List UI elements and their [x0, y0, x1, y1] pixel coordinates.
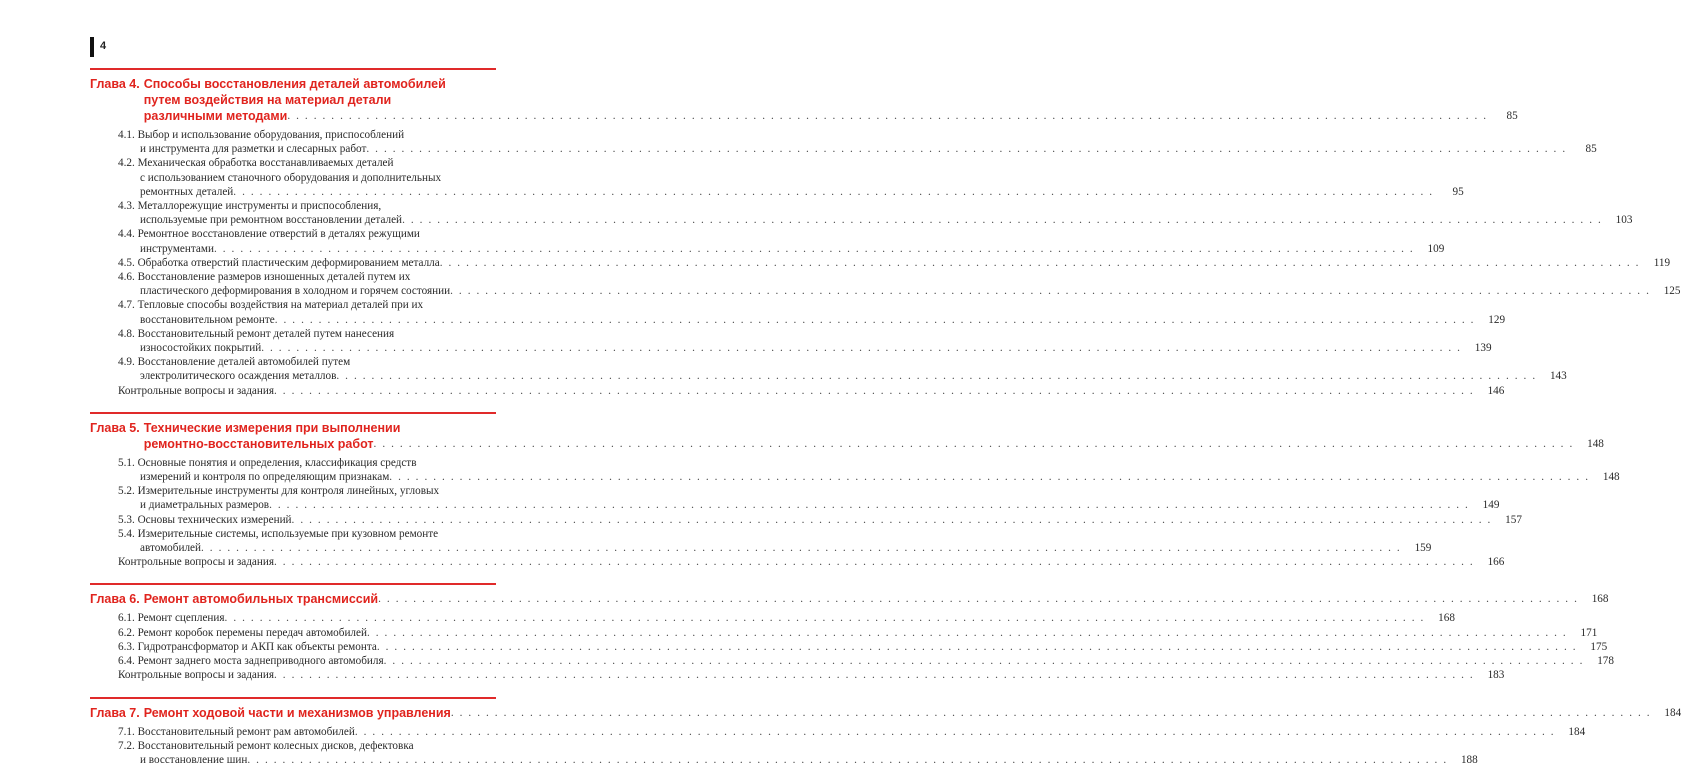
- toc-entry[interactable]: [90, 513, 496, 527]
- toc-entry-text: [118, 256, 1640, 270]
- toc-entry[interactable]: [90, 156, 496, 199]
- toc-entry-line-text: используемые при ремонтном восстановлении деталей: [140, 213, 402, 227]
- toc-entry-line: [118, 498, 1469, 512]
- chapter-title-line: Способы восстановления деталей автомобилей: [144, 76, 1518, 92]
- toc-entry-line-text: 6.4. Ремонт заднего моста заднеприводного автомобиля: [118, 654, 384, 668]
- toc-entry-line: 4.3. Металлорежущие инструменты и приспособления,: [118, 199, 1602, 213]
- chapter-heading[interactable]: [90, 76, 496, 124]
- leader-dots: [292, 513, 1492, 527]
- toc-entry[interactable]: [90, 725, 496, 739]
- toc-entry-line: [118, 242, 1414, 256]
- toc-entry-page-number: 129: [1475, 313, 1505, 327]
- toc-entry-line-text: 6.1. Ремонт сцепления: [118, 611, 225, 625]
- leader-dots: [451, 705, 1651, 721]
- toc-entry-text: [118, 739, 1448, 767]
- toc-entry-page-number: 171: [1567, 626, 1597, 640]
- toc-entry[interactable]: [90, 555, 496, 569]
- toc-entry-line-text: Контрольные вопросы и задания: [118, 384, 274, 398]
- leader-dots: [378, 591, 1578, 607]
- toc-entry-page-number: 159: [1401, 541, 1431, 555]
- toc-entry-line: [118, 626, 1567, 640]
- chapter-title-line: Ремонт автомобильных трансмиссий: [144, 591, 378, 607]
- toc-entry[interactable]: [90, 270, 496, 298]
- chapter-title: [144, 591, 1609, 607]
- toc-entry-text: [118, 199, 1602, 227]
- toc-entry-line: 4.1. Выбор и использование оборудования, приспособлений: [118, 128, 1567, 142]
- toc-entry-line: [118, 384, 1474, 398]
- toc-entry-line-text: пластического деформирования в холодном и горячем состоянии: [140, 284, 450, 298]
- toc-entry-line-text: 5.3. Основы технических измерений: [118, 513, 292, 527]
- leader-dots: [402, 213, 1602, 227]
- leader-dots: [269, 498, 1469, 512]
- toc-entry-page-number: 178: [1584, 654, 1614, 668]
- chapter-title-line: Ремонт ходовой части и механизмов управления: [144, 705, 451, 721]
- toc-entry-line-text: автомобилей: [140, 541, 201, 555]
- toc-entry-line: [118, 313, 1475, 327]
- toc-entry-page-number: 139: [1462, 341, 1492, 355]
- chapter-title: [144, 705, 1681, 721]
- toc-entry-page-number: 103: [1602, 213, 1632, 227]
- toc-entry-line: [118, 256, 1640, 270]
- toc-entry-page-number: 149: [1469, 498, 1499, 512]
- toc-entry-page-number: 95: [1434, 185, 1464, 199]
- chapter-title-last-line: [144, 705, 1681, 721]
- toc-entry-text: [118, 555, 1474, 569]
- toc-entry-page-number: 146: [1474, 384, 1504, 398]
- chapter-heading[interactable]: [90, 705, 496, 721]
- toc-entry-line: [118, 541, 1401, 555]
- chapter-page-number: 148: [1574, 436, 1604, 452]
- toc-entry-line-text: инструментами: [140, 242, 214, 256]
- toc-entry-page-number: 166: [1474, 555, 1504, 569]
- chapter-label: Глава 5.: [90, 420, 144, 452]
- toc-entry-text: [118, 456, 1590, 484]
- toc-entry-text: [118, 654, 1584, 668]
- toc-entry-page-number: 119: [1640, 256, 1670, 270]
- leader-dots: [214, 242, 1414, 256]
- toc-entry-line: [118, 611, 1425, 625]
- toc-entry-page-number: 188: [1448, 753, 1478, 767]
- toc-entry-line-text: и диаметральных размеров: [140, 498, 269, 512]
- leader-dots: [275, 313, 1475, 327]
- table-of-contents: [90, 68, 496, 767]
- toc-entry-line-text: электролитического осаждения металлов: [140, 369, 336, 383]
- leader-dots: [261, 341, 1461, 355]
- chapter-title: [144, 76, 1518, 124]
- chapter-page-number: 168: [1578, 591, 1608, 607]
- toc-entry-line: с использованием станочного оборудования и дополнительных: [118, 171, 1434, 185]
- leader-dots: [233, 185, 1433, 199]
- toc-entry-line-text: 6.2. Ремонт коробок перемены передач автомобилей: [118, 626, 367, 640]
- toc-entry[interactable]: [90, 128, 496, 156]
- toc-entry-line-text: Контрольные вопросы и задания: [118, 555, 274, 569]
- toc-entry-line: [118, 513, 1492, 527]
- chapter-rule: [90, 68, 496, 70]
- toc-entry-line: [118, 555, 1474, 569]
- leader-dots: [355, 725, 1555, 739]
- leader-dots: [384, 654, 1584, 668]
- chapter-page-number: 184: [1651, 705, 1681, 721]
- leader-dots: [440, 256, 1640, 270]
- toc-entry[interactable]: [90, 484, 496, 512]
- chapter-page-number: 85: [1488, 108, 1518, 124]
- toc-entry-line: [118, 753, 1448, 767]
- chapter-label: Глава 4.: [90, 76, 144, 124]
- toc-entry-text: [118, 355, 1537, 383]
- leader-dots: [287, 108, 1487, 124]
- toc-entry-line-text: Контрольные вопросы и задания: [118, 668, 274, 682]
- leader-dots: [389, 470, 1589, 484]
- toc-entry[interactable]: [90, 739, 496, 767]
- chapter-spacer: [90, 569, 496, 583]
- toc-entry[interactable]: [90, 527, 496, 555]
- toc-entry[interactable]: [90, 227, 496, 255]
- toc-entry-line: 4.2. Механическая обработка восстанавливаемых деталей: [118, 156, 1434, 170]
- toc-entry-page-number: 143: [1537, 369, 1567, 383]
- toc-entry-text: [118, 640, 1577, 654]
- toc-entry-page-number: 175: [1577, 640, 1607, 654]
- chapter-title-line: ремонтно-восстановительных работ: [144, 436, 374, 452]
- chapter-title-last-line: [144, 108, 1518, 124]
- toc-entry-line: 4.8. Восстановительный ремонт деталей путем нанесения: [118, 327, 1462, 341]
- leader-dots: [450, 284, 1650, 298]
- toc-entry-line-text: измерений и контроля по определяющим признакам: [140, 470, 389, 484]
- toc-entry-text: [118, 626, 1567, 640]
- toc-entry-line-text: износостойких покрытий: [140, 341, 261, 355]
- leader-dots: [336, 369, 1536, 383]
- leader-dots: [377, 640, 1577, 654]
- toc-entry[interactable]: [90, 640, 496, 654]
- toc-entry-line: [118, 640, 1577, 654]
- toc-entry-text: [118, 527, 1401, 555]
- toc-entry-text: [118, 298, 1475, 326]
- toc-entry-page-number: 125: [1650, 284, 1680, 298]
- toc-entry-text: [118, 270, 1650, 298]
- toc-entry-text: [118, 513, 1492, 527]
- toc-entry-line-text: и восстановление шин: [140, 753, 247, 767]
- chapter-title-line: различными методами: [144, 108, 288, 124]
- toc-entry-text: [118, 668, 1474, 682]
- toc-entry-line: [118, 668, 1474, 682]
- chapter-title-last-line: [144, 591, 1609, 607]
- toc-entry-line: [118, 142, 1567, 156]
- leader-dots: [274, 555, 1474, 569]
- chapter-rule: [90, 412, 496, 414]
- toc-entry-line: 4.6. Восстановление размеров изношенных деталей путем их: [118, 270, 1650, 284]
- chapter-heading[interactable]: [90, 420, 496, 452]
- toc-entry[interactable]: [90, 256, 496, 270]
- toc-entry[interactable]: [90, 298, 496, 326]
- toc-entry-text: [118, 156, 1434, 199]
- toc-entry-line-text: 6.3. Гидротрансформатор и АКП как объекты ремонта: [118, 640, 377, 654]
- chapter-block: [90, 420, 496, 570]
- toc-entry-line: [118, 725, 1555, 739]
- leader-dots: [367, 626, 1567, 640]
- chapter-title-line: путем воздействия на материал детали: [144, 92, 1518, 108]
- toc-entry[interactable]: [90, 355, 496, 383]
- toc-entry-line: 4.7. Тепловые способы воздействия на материал деталей при их: [118, 298, 1475, 312]
- toc-entry-line-text: восстановительном ремонте: [140, 313, 275, 327]
- chapter-rule: [90, 583, 496, 585]
- chapter-spacer: [90, 683, 496, 697]
- toc-entry[interactable]: [90, 199, 496, 227]
- toc-entry-page-number: 157: [1492, 513, 1522, 527]
- page-number: 4: [100, 40, 106, 52]
- toc-entry-line-text: ремонтных деталей: [140, 185, 233, 199]
- toc-entry-text: [118, 227, 1414, 255]
- toc-entry[interactable]: [90, 456, 496, 484]
- toc-entry[interactable]: [90, 327, 496, 355]
- toc-entry-page-number: 184: [1555, 725, 1585, 739]
- chapter-block: [90, 591, 496, 682]
- toc-entry[interactable]: [90, 626, 496, 640]
- chapter-title: [144, 420, 1604, 452]
- leader-dots: [274, 384, 1474, 398]
- toc-entry-text: [118, 128, 1567, 156]
- chapter-spacer: [90, 398, 496, 412]
- toc-entry-line: [118, 470, 1590, 484]
- leader-dots: [366, 142, 1566, 156]
- toc-entry-line: [118, 341, 1462, 355]
- toc-entry-line: 4.9. Восстановление деталей автомобилей путем: [118, 355, 1537, 369]
- toc-entry-line: [118, 369, 1537, 383]
- toc-entry-line: [118, 284, 1650, 298]
- toc-entry-page-number: 148: [1590, 470, 1620, 484]
- toc-entry-page-number: 85: [1567, 142, 1597, 156]
- leader-dots: [225, 611, 1425, 625]
- chapter-block: [90, 705, 496, 767]
- toc-entry-text: [118, 384, 1474, 398]
- toc-entry-line-text: и инструмента для разметки и слесарных работ: [140, 142, 366, 156]
- chapter-label: Глава 6.: [90, 591, 144, 607]
- toc-entry-line-text: 4.5. Обработка отверстий пластическим деформированием металла: [118, 256, 440, 270]
- toc-entry[interactable]: [90, 611, 496, 625]
- toc-entry-line: 7.2. Восстановительный ремонт колесных дисков, дефектовка: [118, 739, 1448, 753]
- chapter-heading[interactable]: [90, 591, 496, 607]
- chapter-title-last-line: [144, 436, 1604, 452]
- chapter-label: Глава 7.: [90, 705, 144, 721]
- toc-entry[interactable]: [90, 654, 496, 668]
- toc-entry[interactable]: [90, 384, 496, 398]
- toc-entry-line: 4.4. Ремонтное восстановление отверстий в деталях режущими: [118, 227, 1414, 241]
- toc-entry-line: 5.1. Основные понятия и определения, классификация средств: [118, 456, 1590, 470]
- toc-entry-line: 5.2. Измерительные инструменты для контроля линейных, угловых: [118, 484, 1469, 498]
- leader-dots: [201, 541, 1401, 555]
- leader-dots: [374, 436, 1574, 452]
- toc-entry-page-number: 183: [1474, 668, 1504, 682]
- toc-entry-line: 5.4. Измерительные системы, используемые при кузовном ремонте: [118, 527, 1401, 541]
- toc-entry-line: [118, 185, 1434, 199]
- toc-entry-line: [118, 213, 1602, 227]
- toc-entry-page-number: 109: [1414, 242, 1444, 256]
- toc-entry-line-text: 7.1. Восстановительный ремонт рам автомобилей: [118, 725, 355, 739]
- leader-dots: [274, 668, 1474, 682]
- toc-entry-text: [118, 484, 1469, 512]
- toc-entry-text: [118, 725, 1555, 739]
- toc-entry-text: [118, 327, 1462, 355]
- leader-dots: [247, 753, 1447, 767]
- chapter-rule: [90, 697, 496, 699]
- toc-entry[interactable]: [90, 668, 496, 682]
- chapter-block: [90, 76, 496, 398]
- chapter-title-line: Технические измерения при выполнении: [144, 420, 1604, 436]
- toc-entry-text: [118, 611, 1425, 625]
- toc-entry-page-number: 168: [1425, 611, 1455, 625]
- page-marker: [90, 37, 94, 57]
- toc-entry-line: [118, 654, 1584, 668]
